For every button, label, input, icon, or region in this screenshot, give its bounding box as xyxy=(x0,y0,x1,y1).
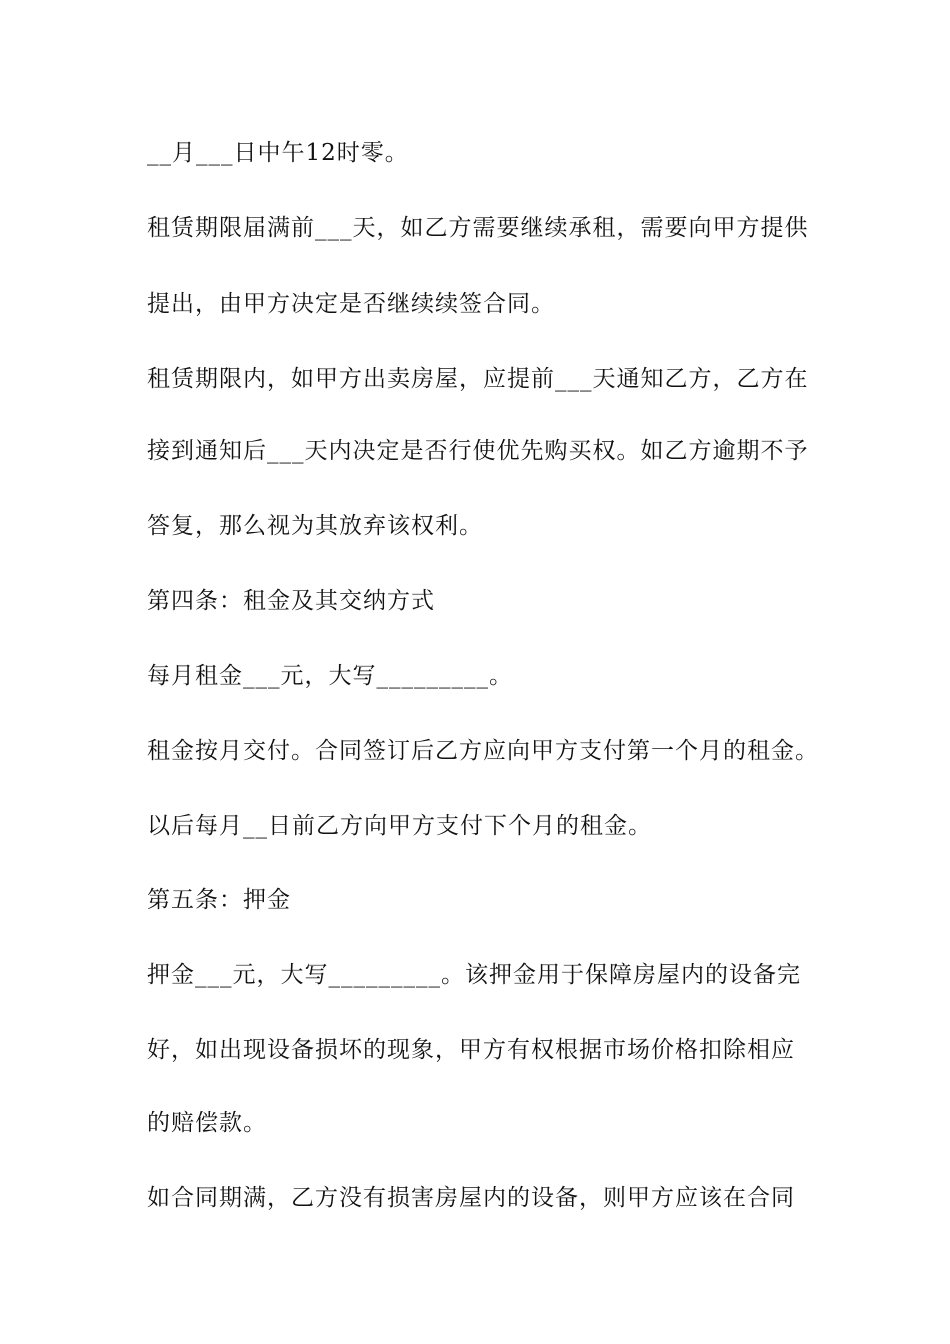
text-line-15: 如合同期满，乙方没有损害房屋内的设备，则甲方应该在合同 xyxy=(147,1185,795,1211)
text-line-4: 租赁期限内，如甲方出卖房屋，应提前___天通知乙方，乙方在 xyxy=(147,366,809,392)
text-line-12: 押金___元，大写_________。该押金用于保障房屋内的设备完 xyxy=(147,962,801,988)
article-4-heading: 第四条：租金及其交纳方式 xyxy=(147,588,435,614)
text-line-14: 的赔偿款。 xyxy=(147,1110,267,1136)
text-line-13: 好，如出现设备损坏的现象，甲方有权根据市场价格扣除相应 xyxy=(147,1037,795,1063)
text-line-2: 租赁期限届满前___天，如乙方需要继续承租，需要向甲方提供 xyxy=(147,215,809,241)
text-line-6: 答复，那么视为其放弃该权利。 xyxy=(147,513,483,539)
article-5-heading: 第五条：押金 xyxy=(147,887,291,913)
text-line-8: 每月租金___元，大写_________。 xyxy=(147,663,513,689)
text-line-3: 提出，由甲方决定是否继续续签合同。 xyxy=(147,291,555,317)
text-line-5: 接到通知后___天内决定是否行使优先购买权。如乙方逾期不予 xyxy=(147,438,809,464)
text-line-1: __月___日中午12时零。 xyxy=(147,140,409,166)
text-line-9: 租金按月交付。合同签订后乙方应向甲方支付第一个月的租金。 xyxy=(147,738,819,764)
text-line-10: 以后每月__日前乙方向甲方支付下个月的租金。 xyxy=(147,813,652,839)
